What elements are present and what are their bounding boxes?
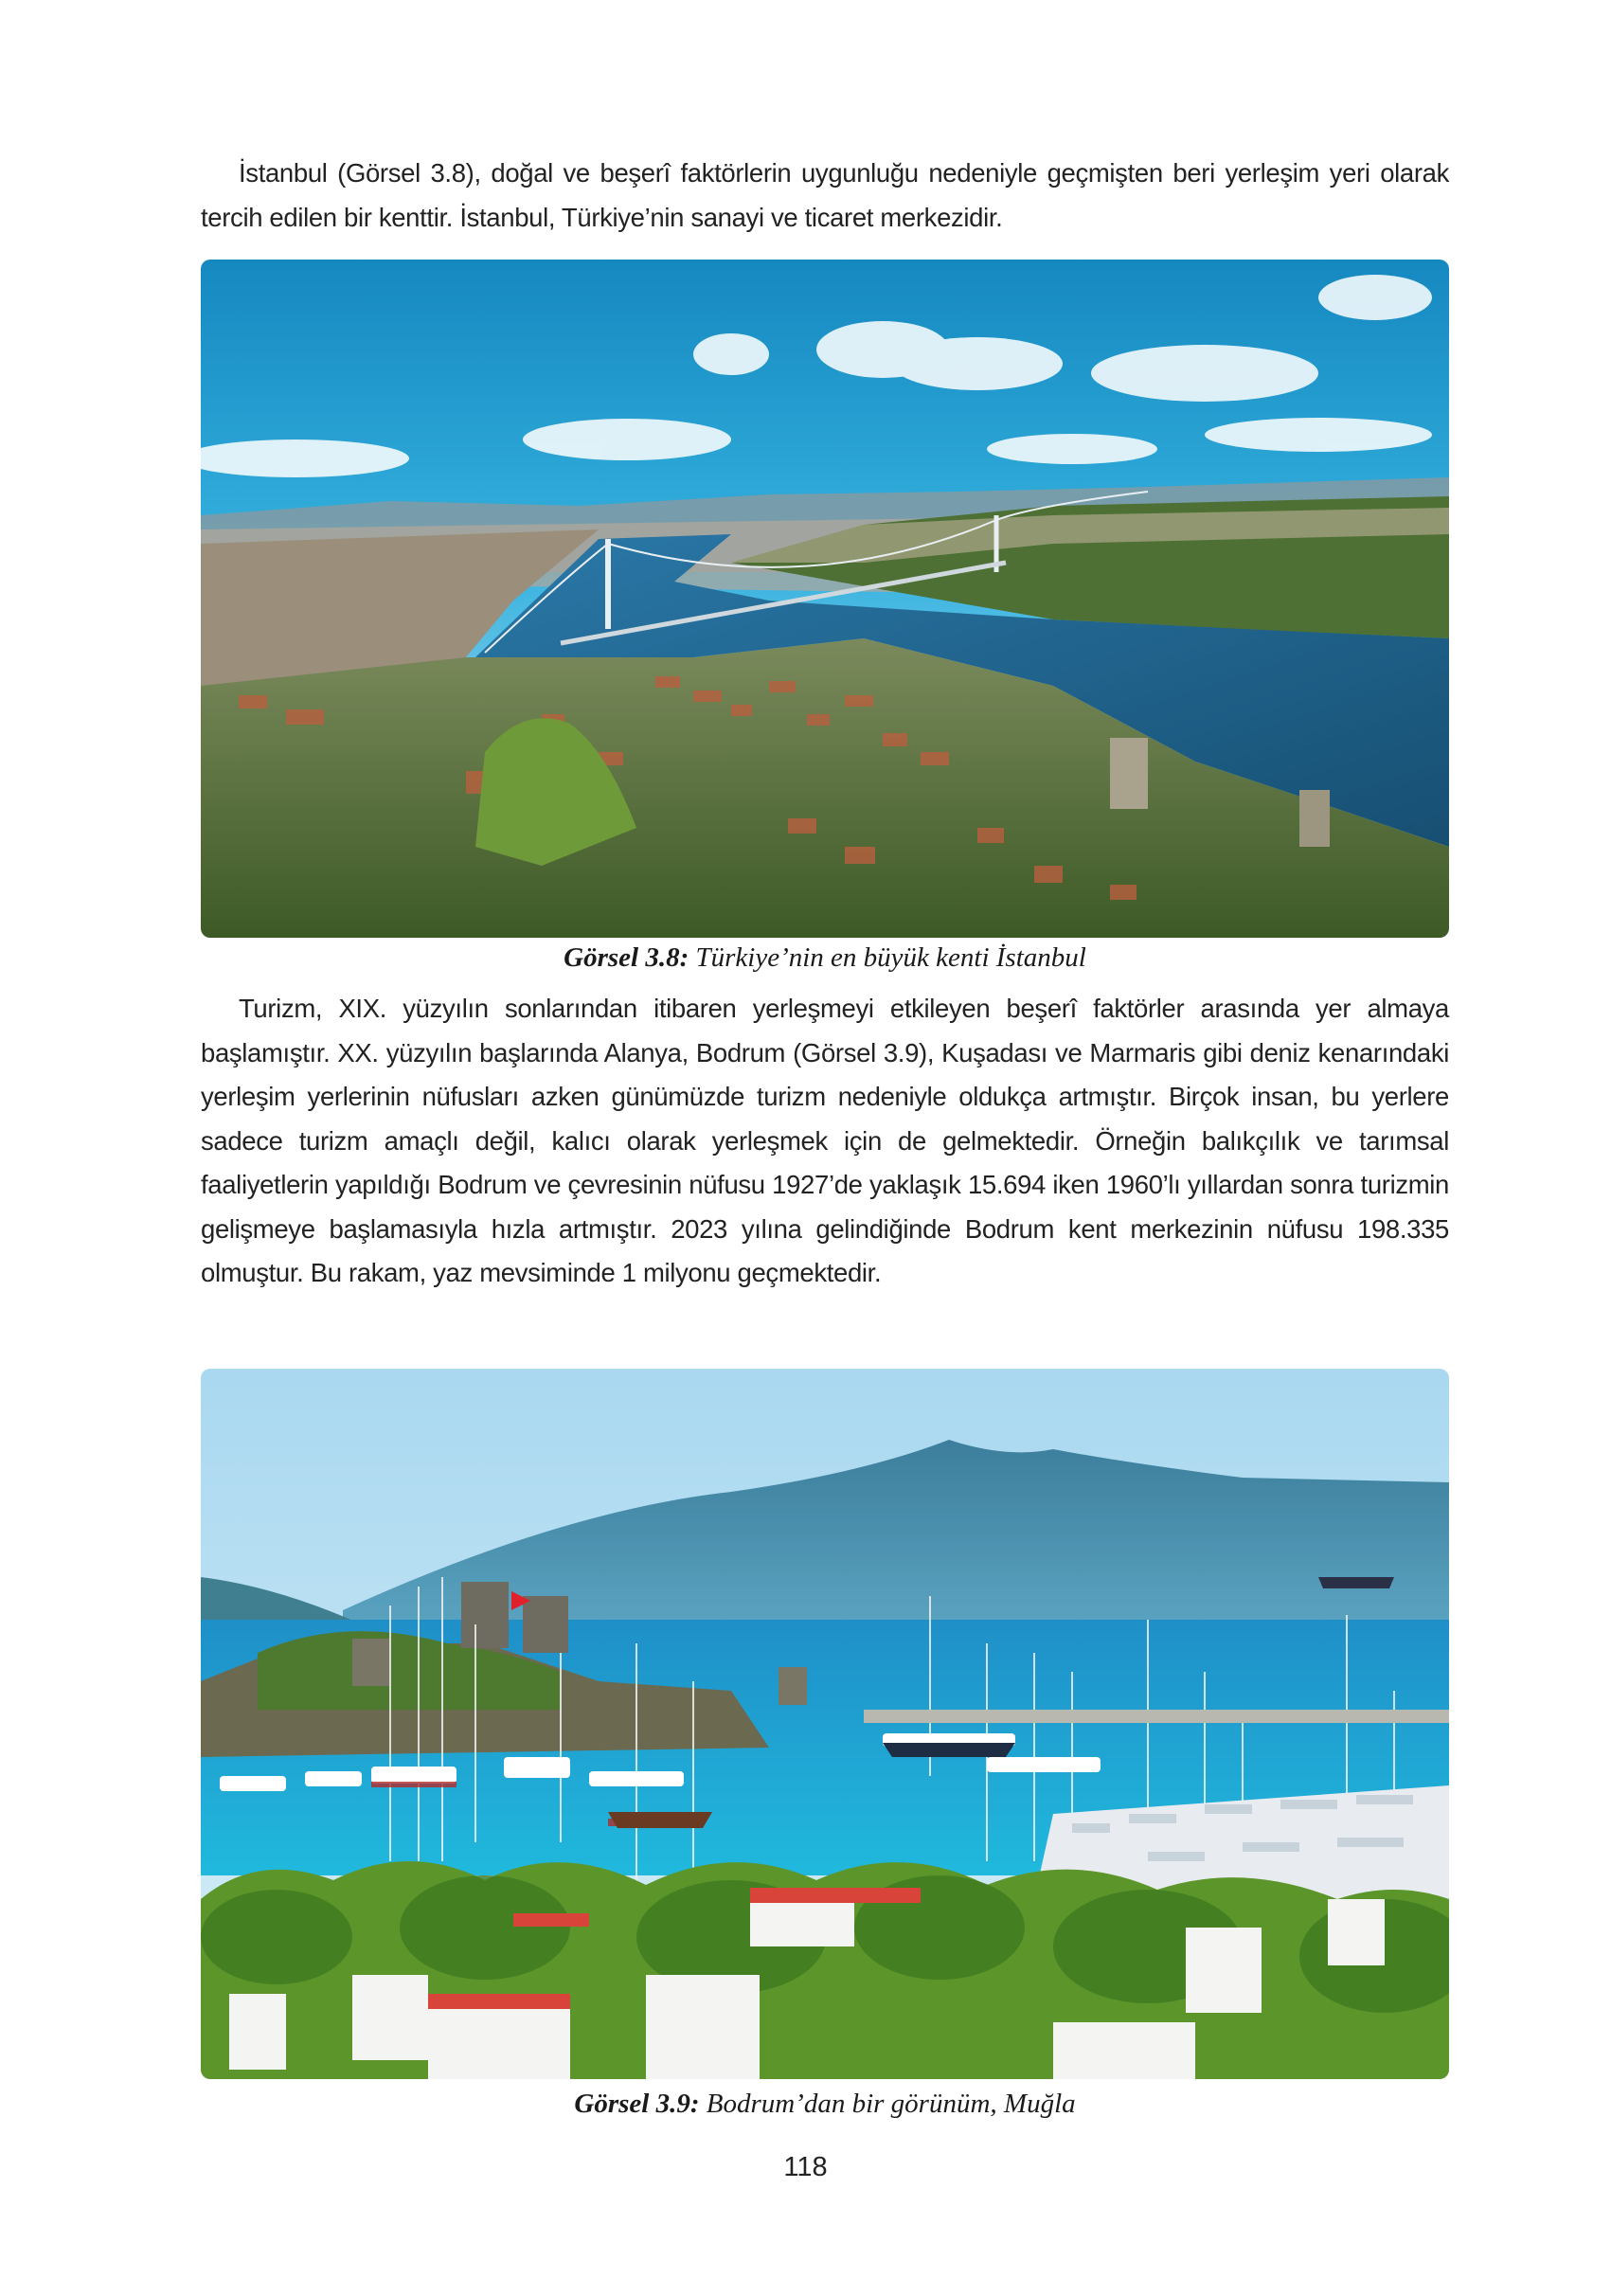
figure-caption-3-9 xyxy=(201,2089,1449,2120)
bodrum-image xyxy=(201,1369,1449,2079)
photo-bodrum-harbor xyxy=(201,1369,1449,2079)
page-number: 118 xyxy=(783,2152,828,2182)
figure-label: Görsel 3.8: xyxy=(564,942,689,973)
photo-istanbul-bosphorus xyxy=(201,260,1449,938)
figure-caption-text: Türkiye’nin en büyük kenti İstanbul xyxy=(695,942,1086,973)
istanbul-image xyxy=(201,260,1449,938)
paragraph-tourism xyxy=(201,987,1449,1296)
paragraph-istanbul xyxy=(201,152,1449,240)
figure-caption-3-8 xyxy=(201,942,1449,974)
figure-caption-text: Bodrum’dan bir görünüm, Muğla xyxy=(706,2089,1076,2119)
paragraph-text: İstanbul (Görsel 3.8), doğal ve beşerî faktörlerin uygunluğu nedeniyle geçmişten beri yerleşim yeri olarak tercih edilen bir kenttir. İstanbul, Türkiye’nin sanayi ve ticaret merkezidir. xyxy=(201,158,1449,232)
paragraph-text: Turizm, XIX. yüzyılın sonlarından itibaren yerleşmeyi etkileyen beşerî faktörler arasında yer almaya başlamıştır. XX. yüzyılın başlarında Alanya, Bodrum (Görsel 3.9), Kuşadası ve Marmaris gibi deniz kenarındaki yerleşim yerlerinin nüfusları azken günümüzde turizm nedeniyle oldukça artmıştır. Birçok insan, bu yerlere sadece turizm amaçlı değil, kalıcı olarak yerleşmek için de gelmektedir. Örneğin balıkçılık ve tarımsal faaliyetlerin yapıldığı Bodrum ve çevresinin nüfusu 1927’de yaklaşık 15.694 iken 1960’lı yıllardan sonra turizmin gelişmeye başlamasıyla hızla artmıştır. 2023 yılına gelindiğinde Bodrum kent merkezinin nüfusu 198.335 olmuştur. Bu rakam, yaz mevsiminde 1 milyonu geçmektedir. xyxy=(201,994,1449,1287)
figure-label: Görsel 3.9: xyxy=(574,2089,700,2119)
